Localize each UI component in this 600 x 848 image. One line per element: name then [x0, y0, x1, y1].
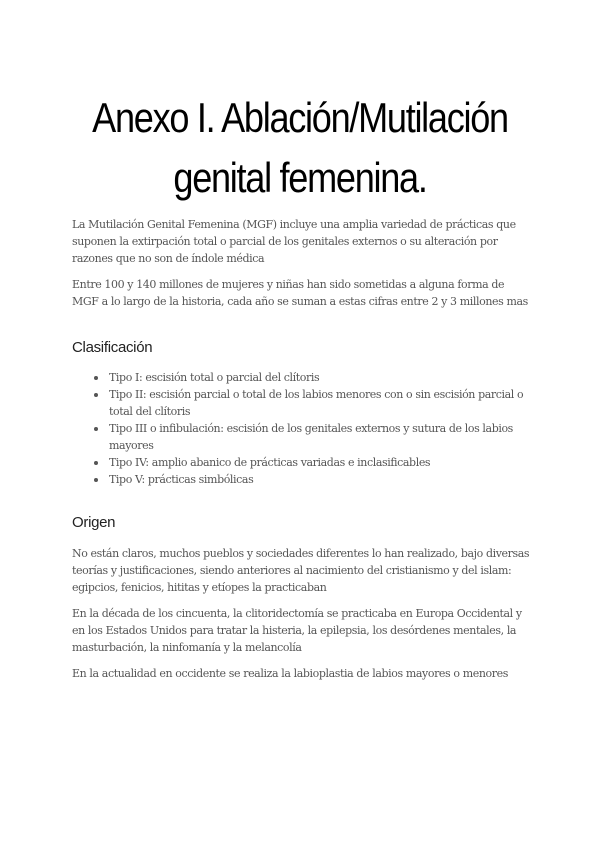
list-item: Tipo III o infibulación: escisión de los genitales externos y sutura de los labios mayores — [109, 420, 532, 454]
origen-paragraph: No están claros, muchos pueblos y sociedades diferentes lo han realizado, bajo diversas teorías y justificaciones, siendo anteriores al nacimiento del cristianismo y del islam: egipcios, fenicios, hititas y etíopes la practicaban — [72, 547, 530, 594]
section-heading-origen: Origen — [72, 514, 116, 531]
intro-paragraph: La Mutilación Genital Femenina (MGF) incluye una amplia variedad de prácticas que suponen la extirpación total o parcial de los genitales externos o su alteración por razones que no son de índole médica — [72, 218, 516, 265]
list-item: Tipo V: prácticas simbólicas — [109, 471, 532, 488]
intro-paragraph: Entre 100 y 140 millones de mujeres y niñas han sido sometidas a alguna forma de MGF a lo largo de la historia, cada año se suman a estas cifras entre 2 y 3 millones mas — [72, 278, 528, 308]
page-title: Anexo I. Ablación/Mutilación genital femenina. — [92, 94, 508, 201]
list-item: Tipo I: escisión total o parcial del clítoris — [109, 369, 532, 386]
origen-paragraph: En la actualidad en occidente se realiza la labioplastia de labios mayores o menores — [72, 667, 508, 680]
section-heading-clasificacion: Clasificación — [72, 339, 153, 356]
clasificacion-list — [72, 369, 532, 488]
list-item: Tipo II: escisión parcial o total de los labios menores con o sin escisión parcial o total del clítoris — [109, 386, 532, 420]
document-body — [72, 216, 532, 691]
origen-paragraph: En la década de los cincuenta, la clitoridectomía se practicaba en Europa Occidental y en los Estados Unidos para tratar la histeria, la epilepsia, los desórdenes mentales, la masturbación, la ninfomanía y la melancolía — [72, 607, 522, 654]
list-item: Tipo IV: amplio abanico de prácticas variadas e inclasificables — [109, 454, 532, 471]
